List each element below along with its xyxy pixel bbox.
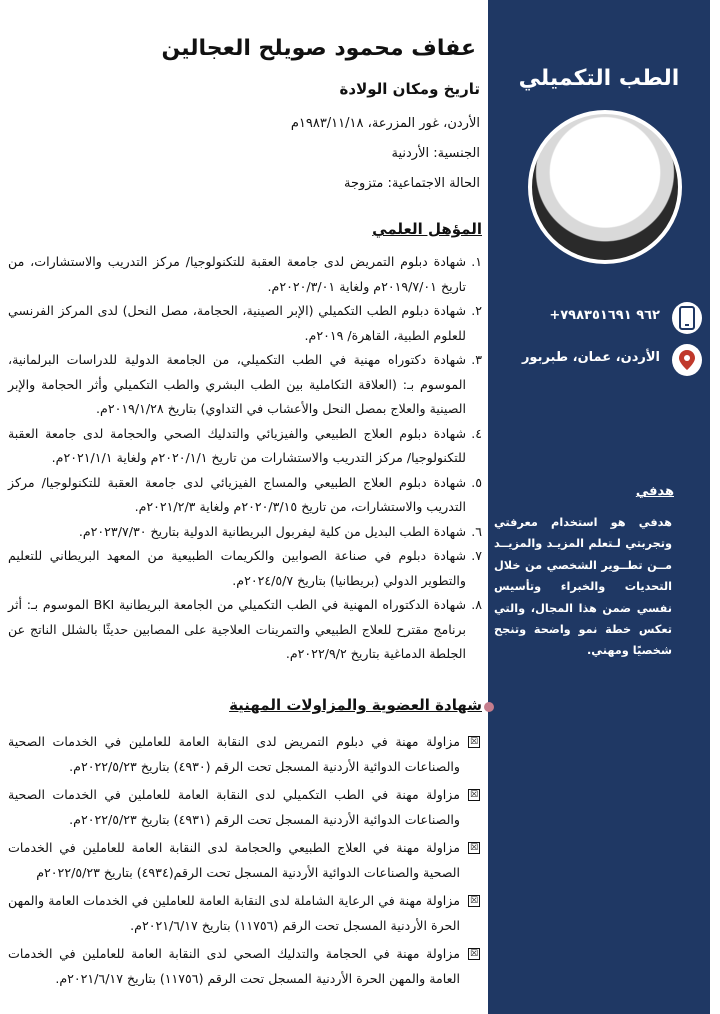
goal-heading: هدفي bbox=[635, 484, 674, 499]
location-pin-icon bbox=[672, 344, 702, 376]
marital-status: الحالة الاجتماعية: متزوجة bbox=[344, 176, 480, 191]
list-item: ☒ مزاولة مهنة في الرعاية الشاملة لدى النقابة العامة للعاملين في الخدمات العامة والمهن الحرة الأردنية المسجل تحت الرقم (١١٧٥٦) بتاريخ ٢٠٢١/٦/١٧م. bbox=[8, 893, 479, 933]
sidebar-title: الطب التكميلي bbox=[518, 66, 680, 91]
list-item: ٦. شهادة الطب البديل من كلية ليفربول البريطانية الدولية بتاريخ ٢٠٢٣/٧/٣٠م. bbox=[78, 523, 482, 539]
membership-heading: شهادة العضوية والمزاولات المهنية bbox=[229, 696, 482, 714]
photo-face-mask bbox=[560, 134, 650, 224]
contact-phone bbox=[488, 302, 710, 338]
list-item: ٨. شهادة الدكتوراه المهنية في الطب التكميلي من الجامعة البريطانية BKI الموسوم بـ: أثر برنامج مقترح للعلاج الطبيعي والتمرينات العلاجية على المصابين حديثًا بالشلل الناتج عن الجلطة الدماغية بتاريخ ٢٠٢٢/٩/٢م. bbox=[8, 597, 482, 661]
list-item: ٣. شهادة دكتوراه مهنية في الطب التكميلي، من الجامعة الدولية للدراسات البرلمانية، الموسوم بـ: (العلاقة التكاملية بين الطب البشري والطب التكميلي وأثر الحجامة والإبر الصينية والعلاج بمصل النحل والأعشاب في التداوي) بتاريخ ٢٠١٩/١/٢٨م. bbox=[8, 352, 482, 416]
profile-photo bbox=[528, 110, 682, 264]
contact-location bbox=[488, 344, 710, 380]
list-item: ٢. شهادة دبلوم الطب التكميلي (الإبر الصينية، الحجامة، مصل النحل) لدى المركز الفرنسي للعلوم الطبية، القاهرة/ ٢٠١٩م. bbox=[8, 303, 482, 343]
list-item: ٥. شهادة دبلوم العلاج الطبيعي والمساج الفيزيائي لدى جامعة العقبة للتكنولوجيا/ مركز التدريب والاستشارات، من تاريخ ٢٠٢٠/٣/١٥م ولغاية ٢٠٢١/٢/٣م. bbox=[8, 474, 482, 514]
nationality: الجنسية: الأردنية bbox=[391, 146, 480, 161]
phone-number: +٩٦٢ ٧٩٨٣٥١٦٩١ bbox=[549, 308, 660, 323]
education-heading: المؤهل العلمي bbox=[372, 220, 482, 238]
list-item: ☒ مزاولة مهنة في الحجامة والتدليك الصحي لدى النقابة العامة للعاملين في الخدمات العامة والمهن الحرة الأردنية المسجل تحت الرقم (١١٧٥٦) بتاريخ ٢٠٢١/٦/١٧م. bbox=[8, 946, 479, 986]
membership-list bbox=[8, 730, 482, 995]
section-dot bbox=[484, 702, 494, 712]
location-text: الأردن، عمان، طبربور bbox=[521, 350, 660, 365]
birth-place: الأردن، غور المزرعة، ١٩٨٣/١١/١٨م bbox=[290, 116, 480, 131]
list-item: ٤. شهادة دبلوم العلاج الطبيعي والفيزيائي والتدليك الصحي والحجامة لدى جامعة العقبة للتكنولوجيا/ مركز التدريب والاستشارات من تاريخ ٢٠٢٠/١/١م ولغاية ٢٠٢١/١/١م. bbox=[8, 425, 482, 465]
checkbox-icon: ☒ bbox=[469, 737, 479, 747]
checkbox-icon: ☒ bbox=[469, 949, 479, 959]
checkbox-icon: ☒ bbox=[469, 896, 479, 906]
list-item: ☒ مزاولة مهنة في الطب التكميلي لدى النقابة العامة للعاملين في الخدمات الصحية والصناعات الدوائية الأردنية المسجل تحت الرقم (٤٩٣١) بتاريخ ٢٠٢٢/٥/٢٣م. bbox=[8, 787, 479, 827]
birth-heading: تاريخ ومكان الولادة bbox=[339, 80, 480, 98]
list-item: ☒ مزاولة مهنة في دبلوم التمريض لدى النقابة العامة للعاملين في الخدمات الصحية والصناعات الدوائية الأردنية المسجل تحت الرقم (٤٩٣٠) بتاريخ ٢٠٢٢/٥/٢٣م. bbox=[8, 734, 479, 774]
education-list bbox=[8, 250, 482, 667]
person-name: عفاف محمود صويلح العجالين bbox=[161, 36, 476, 61]
sidebar bbox=[488, 0, 710, 1014]
checkbox-icon: ☒ bbox=[469, 790, 479, 800]
checkbox-icon: ☒ bbox=[469, 843, 479, 853]
list-item: ☒ مزاولة مهنة في العلاج الطبيعي والحجامة لدى النقابة العامة للعاملين في الخدمات الصحية والصناعات الدوائية الأردنية المسجل تحت الرقم(٤٩٣٤) بتاريخ ٢٠٢٢/٥/٢٣م bbox=[8, 840, 479, 880]
list-item: ١. شهادة دبلوم التمريض لدى جامعة العقبة للتكنولوجيا/ مركز التدريب والاستشارات، من تاريخ ٢٠١٩/٧/٠١م ولغاية ٢٠٢٠/٣/٠١م. bbox=[8, 254, 482, 294]
goal-text: هدفي هو استخدام معرفتي وتجربتي لـتعلم المزيـد والمزيــد مــن تطــوير الشخصي من خلال التحديات والخبراء وتأسيس نفسي ضمن هذا المجال، والتي تعكس خطة نمو واضحة وتنجح شخصيًا ومهني. bbox=[494, 516, 672, 658]
list-item: ٧. شهادة دبلوم في صناعة الصوابين والكريمات الطبيعية من المعهد البريطاني للتعليم والتطوير الدولي (بريطانيا) بتاريخ ٢٠٢٤/٥/٧م. bbox=[8, 548, 482, 588]
phone-icon bbox=[672, 302, 702, 334]
